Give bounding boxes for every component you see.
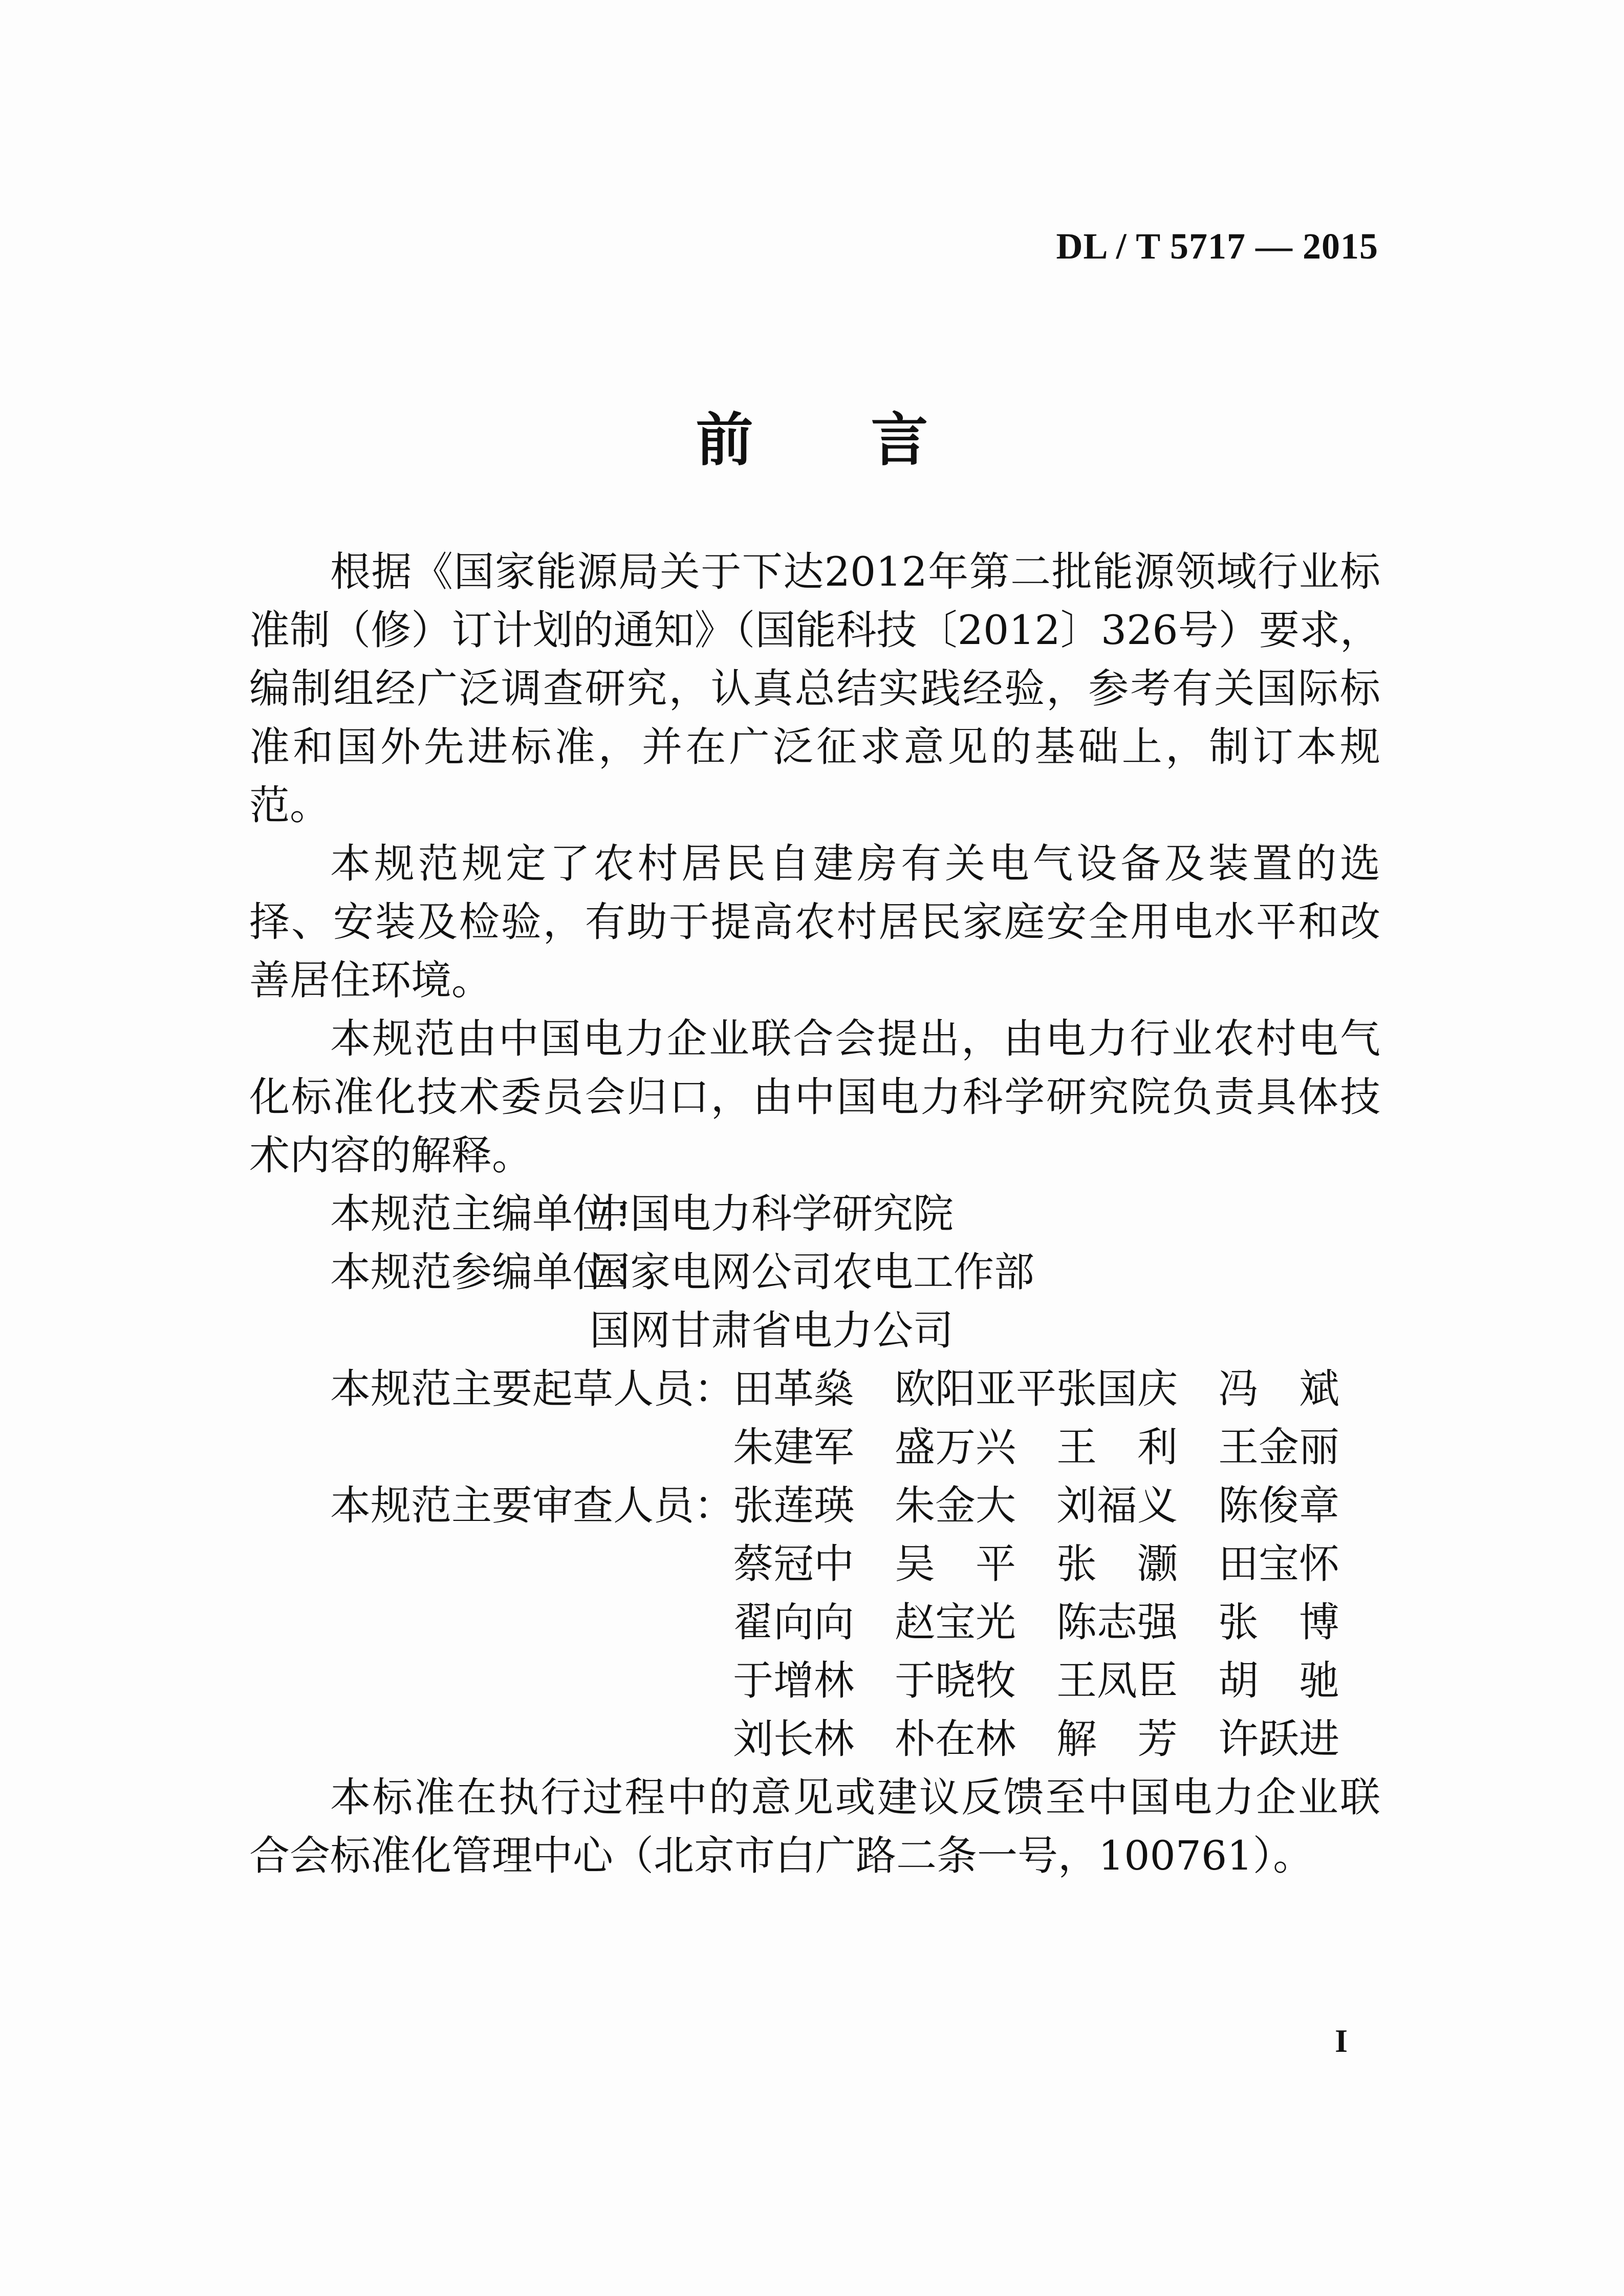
drafter-name: 张国庆	[1056, 1365, 1178, 1412]
reviewers-row	[249, 1710, 1380, 1768]
drafters-names	[733, 1418, 1380, 1476]
drafters-row	[249, 1360, 1380, 1418]
reviewers-row	[249, 1593, 1380, 1651]
reviewer-name: 于增林	[733, 1657, 854, 1704]
page-title: 前言	[696, 406, 1046, 474]
reviewer-name: 解 芳	[1056, 1715, 1178, 1763]
reviewers-names	[733, 1535, 1380, 1593]
reviewer-name: 王凤臣	[1056, 1657, 1178, 1704]
reviewers-label: 本规范主要审查人员：	[330, 1482, 734, 1529]
participating-unit-value: 国家电网公司农电工作部	[590, 1249, 1034, 1296]
reviewer-name: 许跃进	[1218, 1715, 1339, 1763]
drafters-row	[249, 1418, 1380, 1476]
reviewers-names	[733, 1651, 1380, 1710]
reviewer-name: 张莲瑛	[733, 1482, 854, 1529]
drafter-name: 欧阳亚平	[895, 1365, 1056, 1412]
reviewers-names	[733, 1710, 1380, 1768]
participating-unit-row	[249, 1301, 1380, 1360]
drafters-names	[733, 1360, 1380, 1418]
reviewer-name: 朴在林	[895, 1715, 1016, 1763]
drafter-name: 田革燊	[733, 1365, 854, 1412]
reviewers-names	[733, 1476, 1380, 1535]
reviewer-name: 陈志强	[1056, 1599, 1178, 1646]
drafter-name: 盛万兴	[895, 1424, 1016, 1471]
reviewer-name: 张 灏	[1056, 1540, 1178, 1587]
preface-body	[249, 543, 1380, 1885]
chief-unit-value: 中国电力科学研究院	[590, 1190, 954, 1237]
participating-unit-row	[249, 1243, 1380, 1301]
reviewer-name: 蔡冠中	[733, 1540, 854, 1587]
paragraph-scope: 本规范规定了农村居民自建房有关电气设备及装置的选择、安装及检验，有助于提高农村居民家庭安全用电水平和改善居住环境。	[249, 840, 1380, 1004]
drafter-name: 王金丽	[1218, 1424, 1339, 1471]
reviewer-name: 胡 驰	[1218, 1657, 1339, 1704]
reviewer-name: 赵宝光	[895, 1599, 1016, 1646]
drafter-name: 冯 斌	[1218, 1365, 1339, 1412]
reviewer-name: 刘福义	[1056, 1482, 1178, 1529]
reviewer-name: 朱金大	[895, 1482, 1016, 1529]
reviewers-names	[733, 1593, 1380, 1651]
drafter-name: 朱建军	[733, 1424, 854, 1471]
chief-unit-label: 本规范主编单位：	[330, 1190, 654, 1237]
reviewer-name: 陈俊章	[1218, 1482, 1339, 1529]
paragraph-feedback: 本标准在执行过程中的意见或建议反馈至中国电力企业联合会标准化管理中心（北京市白广路二条一号，100761）。	[249, 1774, 1380, 1879]
reviewers-row	[249, 1476, 1380, 1535]
participating-unit-value: 国网甘肃省电力公司	[590, 1307, 954, 1354]
drafter-name: 王 利	[1056, 1424, 1178, 1471]
reviewer-name: 张 博	[1218, 1599, 1339, 1646]
reviewer-name: 刘长林	[733, 1715, 854, 1763]
participating-unit-label: 本规范参编单位：	[330, 1249, 654, 1296]
reviewer-name: 吴 平	[895, 1540, 1016, 1587]
reviewer-name: 翟向向	[733, 1599, 854, 1646]
chief-unit-row	[249, 1185, 1380, 1243]
reviewers-row	[249, 1651, 1380, 1710]
reviewers-row	[249, 1535, 1380, 1593]
paragraph-basis: 根据《国家能源局关于下达2012年第二批能源领域行业标准制（修）订计划的通知》（国能科技〔2012〕326号）要求，编制组经广泛调查研究，认真总结实践经验，参考有关国际标准和国外先进标准，并在广泛征求意见的基础上，制订本规范。	[249, 548, 1380, 829]
paragraph-management: 本规范由中国电力企业联合会提出，由电力行业农村电气化标准化技术委员会归口，由中国电力科学研究院负责具体技术内容的解释。	[249, 1015, 1380, 1179]
drafters-label: 本规范主要起草人员：	[330, 1365, 734, 1412]
page-number: I	[1335, 2023, 1348, 2059]
reviewer-name: 于晓牧	[895, 1657, 1016, 1704]
standard-code: DL / T 5717 — 2015	[1056, 226, 1378, 267]
reviewer-name: 田宝怀	[1218, 1540, 1339, 1587]
